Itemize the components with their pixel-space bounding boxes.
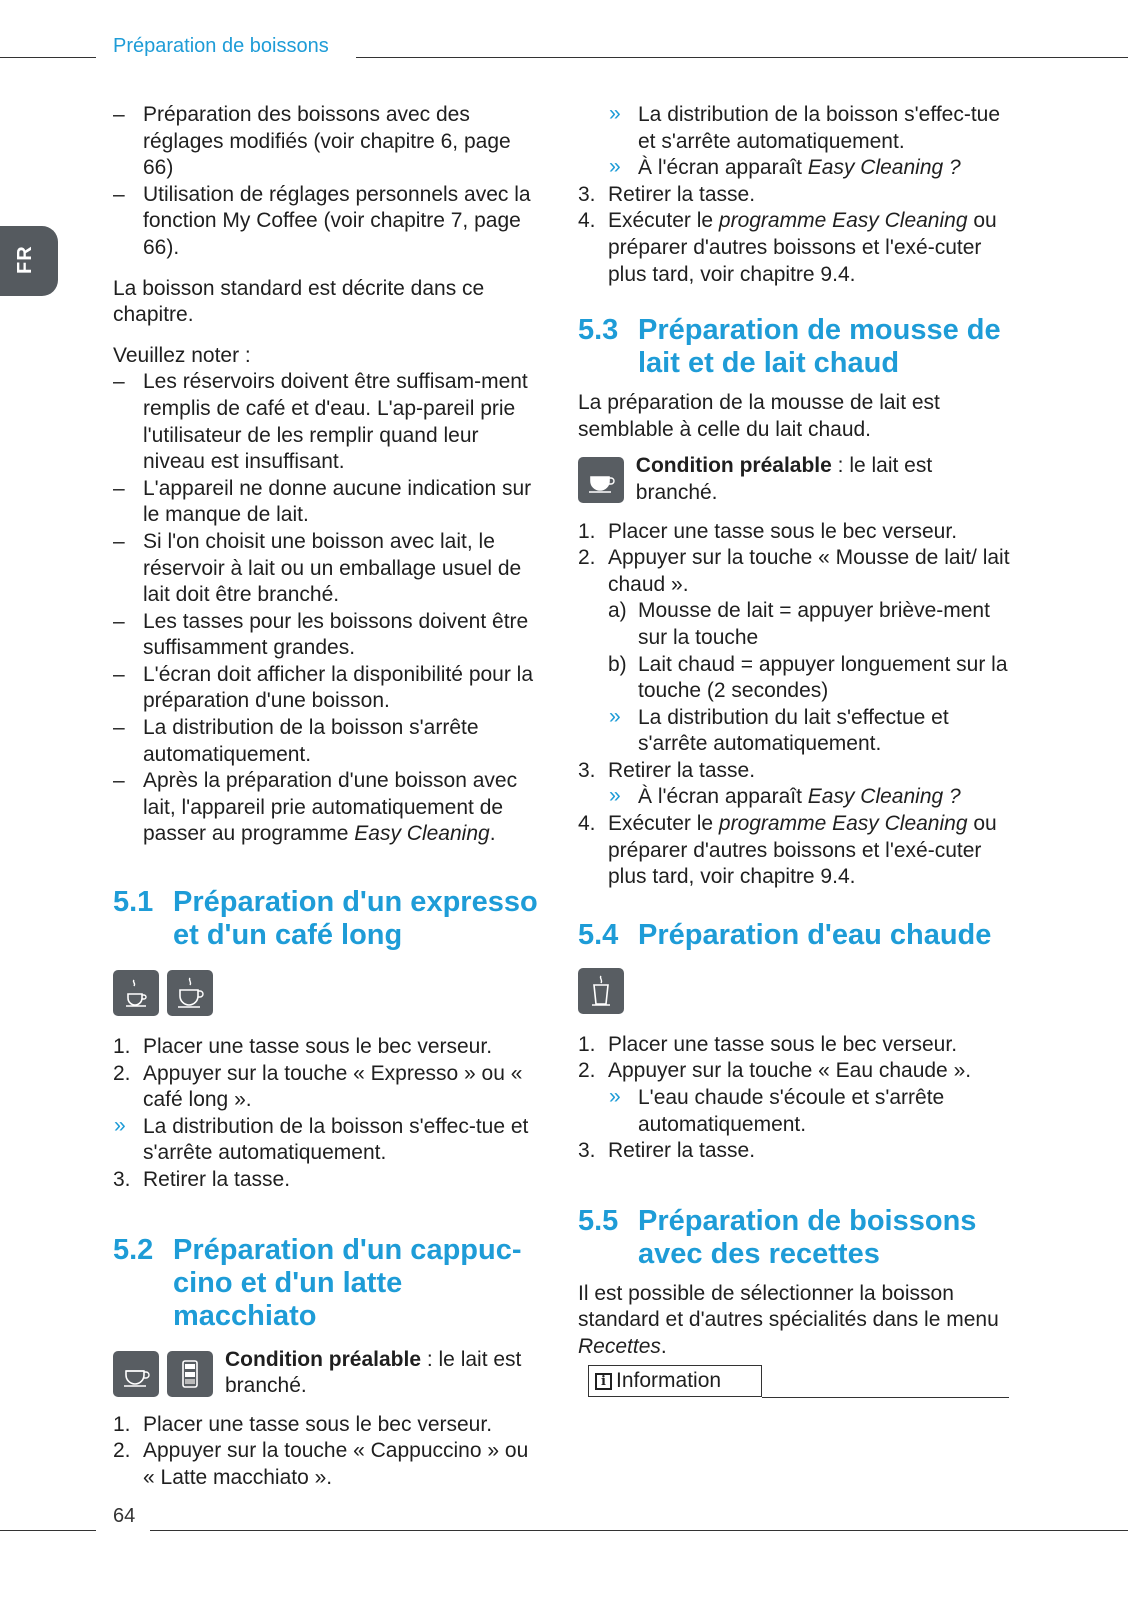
intro-bullet: – Utilisation de réglages personnels avec la fonction My Coffee (voir chapitre 7, page 66). xyxy=(113,182,543,262)
precondition-text: Condition préalable : le lait est branché. xyxy=(225,1347,522,1398)
note-item: – Les réservoirs doivent être suffisam-ment remplis de café et d'eau. L'ap-pareil prie l'utilisateur de les remplir quand leur niveau est insuffisant. xyxy=(113,369,543,475)
list-item: 3. Retirer la tasse. xyxy=(578,1139,756,1163)
page-number: 64 xyxy=(113,1505,136,1527)
note-title: Veuillez noter : xyxy=(113,343,251,367)
result-item: » La distribution de la boisson s'effec-tue et s'arrête automatiquement. xyxy=(114,1113,529,1165)
section-5-3-intro: La préparation de la mousse de lait est semblable à celle du lait chaud. xyxy=(578,391,940,441)
sub-item: b) Lait chaud = appuyer longuement sur la touche (2 secondes) xyxy=(608,652,1008,703)
header-rule-right xyxy=(356,57,1128,58)
section-5-3-heading: 5.3 Préparation de mousse de lait et de lait chaud xyxy=(578,314,1001,380)
list-item: 2. Appuyer sur la touche « Expresso » ou « café long ». xyxy=(113,1061,523,1112)
note-item: – La distribution de la boisson s'arrête automatiquement. xyxy=(113,715,543,768)
list-item: 2. Appuyer sur la touche « Eau chaude ». xyxy=(578,1059,972,1083)
language-tab-label: FR xyxy=(14,245,36,274)
list-item: 3. Retirer la tasse. xyxy=(113,1168,291,1191)
list-item: 2. Appuyer sur la touche « Cappuccino » ou « Latte macchiato ». xyxy=(113,1439,529,1489)
section-5-4-heading: 5.4 Préparation d'eau chaude xyxy=(578,918,992,951)
note-item: – L'appareil ne donne aucune indication sur le manque de lait. xyxy=(113,476,543,529)
header-rule-left xyxy=(0,57,96,58)
hot-water-glass-icon xyxy=(578,968,624,1014)
note-item: – L'écran doit afficher la disponibilité pour la préparation d'une boisson. xyxy=(113,662,543,715)
list-item: 1. Placer une tasse sous le bec verseur. xyxy=(578,519,958,543)
section-5-1-heading: 5.1 Préparation d'un expresso et d'un café long xyxy=(113,886,538,952)
information-rule xyxy=(762,1397,1009,1398)
section-5-2-precondition xyxy=(113,1347,543,1400)
result-item: » L'eau chaude s'écoule et s'arrête automatiquement. xyxy=(609,1085,945,1136)
list-item: 4. Exécuter le programme Easy Cleaning ou préparer d'autres boissons et l'exé-cuter plus tard, voir chapitre 9.4. xyxy=(578,812,997,889)
result-item: » À l'écran apparaît Easy Cleaning ? xyxy=(609,784,961,809)
latte-glass-icon xyxy=(167,1351,213,1397)
result-item: » La distribution du lait s'effectue et s'arrête automatiquement. xyxy=(609,704,949,756)
information-box xyxy=(588,1365,762,1397)
result-item: » La distribution de la boisson s'effec-tue et s'arrête automatiquement. xyxy=(609,102,1001,153)
list-item: 3. Retirer la tasse. xyxy=(578,758,756,782)
precondition-text: Condition préalable : le lait est branché. xyxy=(635,454,933,504)
information-label: Information xyxy=(616,1369,722,1392)
list-item: 2. Appuyer sur la touche « Mousse de lait/ lait chaud ». xyxy=(578,546,1010,596)
result-item: » À l'écran apparaît Easy Cleaning ? xyxy=(609,155,961,180)
info-icon: i xyxy=(595,1373,612,1390)
footer-rule-left xyxy=(0,1530,96,1531)
list-item: 1. Placer une tasse sous le bec verseur. xyxy=(578,1032,958,1056)
coffee-cup-icon xyxy=(167,970,213,1016)
left-column xyxy=(113,102,543,1492)
note-item: – Si l'on choisit une boisson avec lait, le réservoir à lait ou un emballage usuel de lait doit être branché. xyxy=(113,529,543,609)
section-5-1-icons xyxy=(113,970,543,1016)
section-5-5-intro: Il est possible de sélectionner la boisson standard et d'autres spécialités dans le menu Recettes. xyxy=(578,1281,999,1358)
running-header: Préparation de boissons xyxy=(113,35,329,57)
list-item: 1. Placer une tasse sous le bec verseur. xyxy=(113,1412,493,1436)
right-column xyxy=(578,102,1018,1375)
milk-froth-cup-icon xyxy=(578,457,624,503)
intro-bullet: – Préparation des boissons avec des réglages modifiés (voir chapitre 6, page 66) xyxy=(113,102,543,182)
list-item: 4. Exécuter le programme Easy Cleaning ou préparer d'autres boissons et l'exé-cuter plus tard, voir chapitre 9.4. xyxy=(578,209,997,286)
section-5-2-heading: 5.2 Préparation d'un cappuc-cino et d'un latte macchiato xyxy=(113,1233,522,1332)
intro-paragraph: La boisson standard est décrite dans ce chapitre. xyxy=(113,276,485,327)
language-tab xyxy=(0,226,58,296)
list-item: 3. Retirer la tasse. xyxy=(578,182,756,206)
list-item: 1. Placer une tasse sous le bec verseur. xyxy=(113,1035,493,1059)
cappuccino-cup-icon xyxy=(113,1351,159,1397)
section-5-3-precondition xyxy=(578,454,1018,506)
sub-item: a) Mousse de lait = appuyer briève-ment sur la touche xyxy=(608,599,990,649)
note-item: – Les tasses pour les boissons doivent être suffisamment grandes. xyxy=(113,609,543,662)
section-5-5-heading: 5.5 Préparation de boissons avec des recettes xyxy=(578,1204,977,1270)
footer-rule-right xyxy=(150,1530,1128,1531)
note-item: – Après la préparation d'une boisson avec lait, l'appareil prie automatiquement de passer au programme Easy Cleaning. xyxy=(113,768,543,848)
espresso-cup-icon xyxy=(113,970,159,1016)
